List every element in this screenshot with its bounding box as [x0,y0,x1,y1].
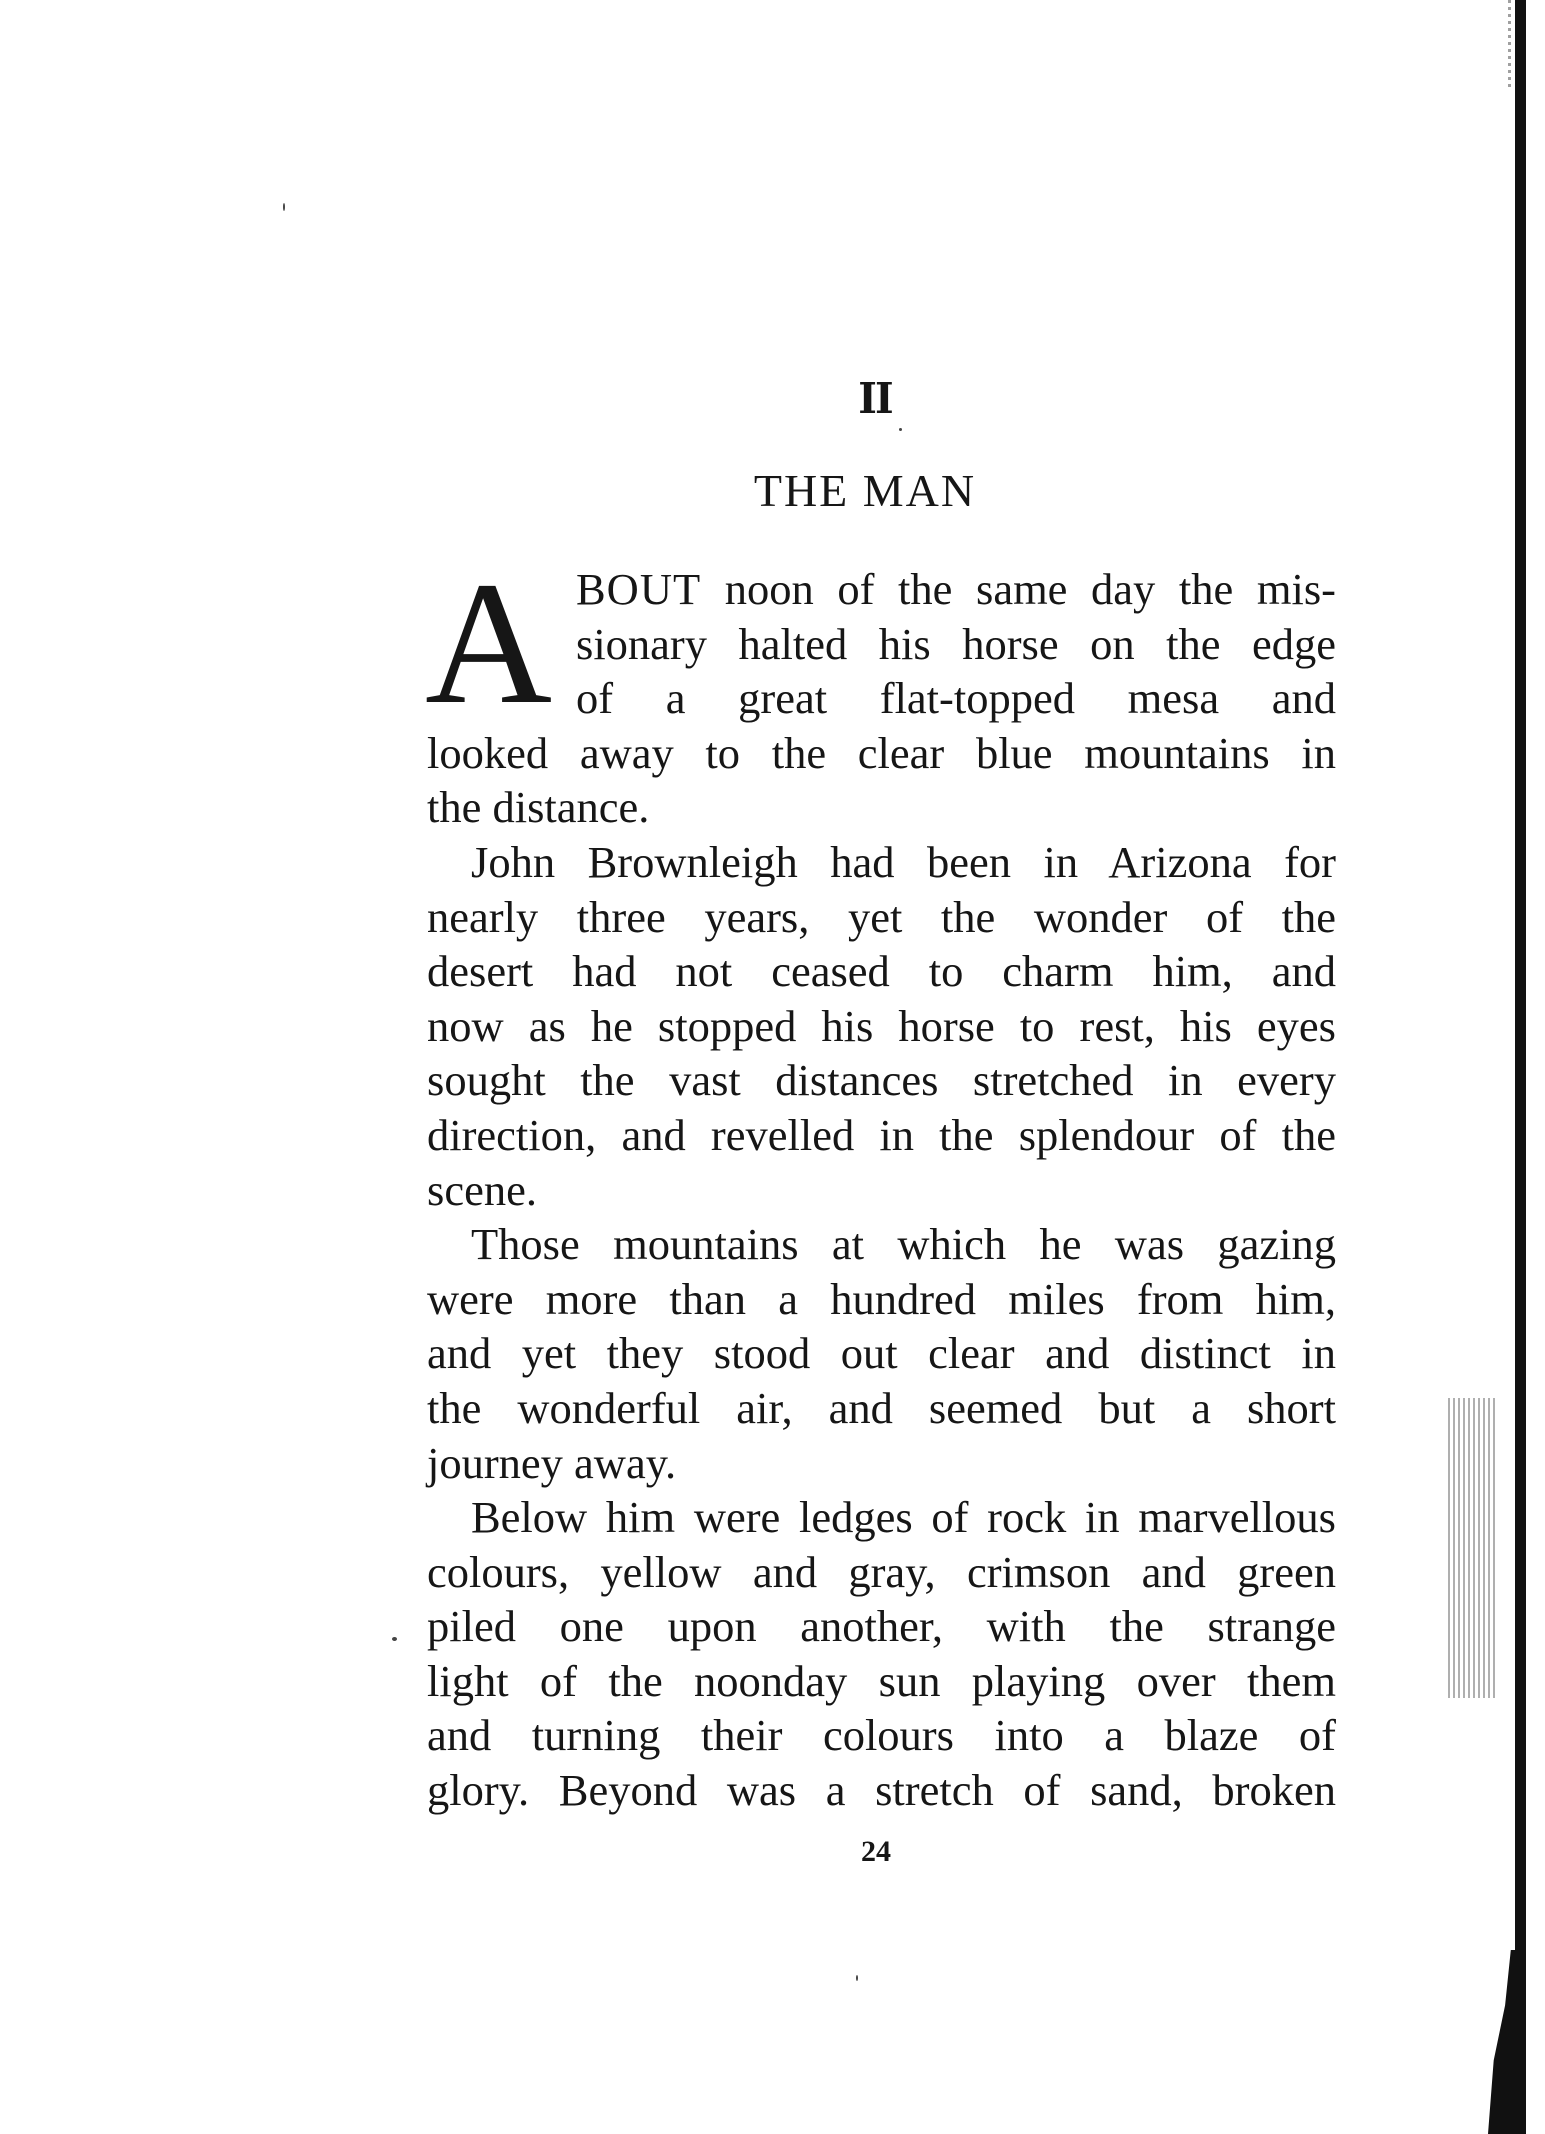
text-line: looked away to the clear blue mountains in [427,727,1336,778]
scan-speck [283,203,285,211]
scan-speck [899,428,902,431]
text-line: glory. Beyond was a stretch of sand, broken [427,1765,1336,1816]
text-line: and yet they stood out clear and distinct in [427,1328,1336,1379]
text-line: journey away. [427,1437,677,1488]
scan-speck [392,1637,397,1641]
drop-cap: A [425,546,553,741]
text-line: Those mountains at which he was gazing [471,1219,1336,1270]
text-line: piled one upon another, with the strange [427,1601,1336,1652]
text-line: and turning their colours into a blaze of [427,1710,1336,1761]
chapter-title: THE MAN [753,465,977,516]
scan-speck [856,1975,858,1981]
scan-spine-foot [1488,1950,1526,2134]
text-line: sought the vast distances stretched in every [427,1055,1336,1106]
page-number: 24 [861,1835,891,1868]
text-line: BOUT noon of the same day the mis- [576,564,1336,614]
text-line: colours, yellow and gray, crimson and green [427,1546,1336,1597]
text-line: scene. [427,1164,537,1215]
text-line: were more than a hundred miles from him, [427,1273,1336,1324]
body-text [425,546,1336,1818]
text-line: direction, and revelled in the splendour of the [427,1109,1336,1160]
scan-spine-edge [1515,0,1526,2134]
text-line: nearly three years, yet the wonder of the [427,891,1336,942]
text-line: light of the noonday sun playing over them [427,1655,1336,1706]
chapter-number: II [858,374,892,423]
text-line: Below him were ledges of rock in marvellous [471,1492,1336,1543]
text-line: desert had not ceased to charm him, and [427,946,1336,997]
text-line: of a great flat-topped mesa and [576,673,1336,724]
text-line: the distance. [427,782,650,833]
lead-caps: BOUT [576,564,702,614]
text-line: John Brownleigh had been in Arizona for [471,836,1336,887]
text-line: the wonderful air, and seemed but a short [427,1382,1336,1433]
scan-spine-shadow [1508,0,1511,90]
scan-edge-noise [1448,1398,1498,1698]
text-line: now as he stopped his horse to rest, his eyes [427,1000,1336,1051]
text-line: sionary halted his horse on the edge [576,618,1336,669]
